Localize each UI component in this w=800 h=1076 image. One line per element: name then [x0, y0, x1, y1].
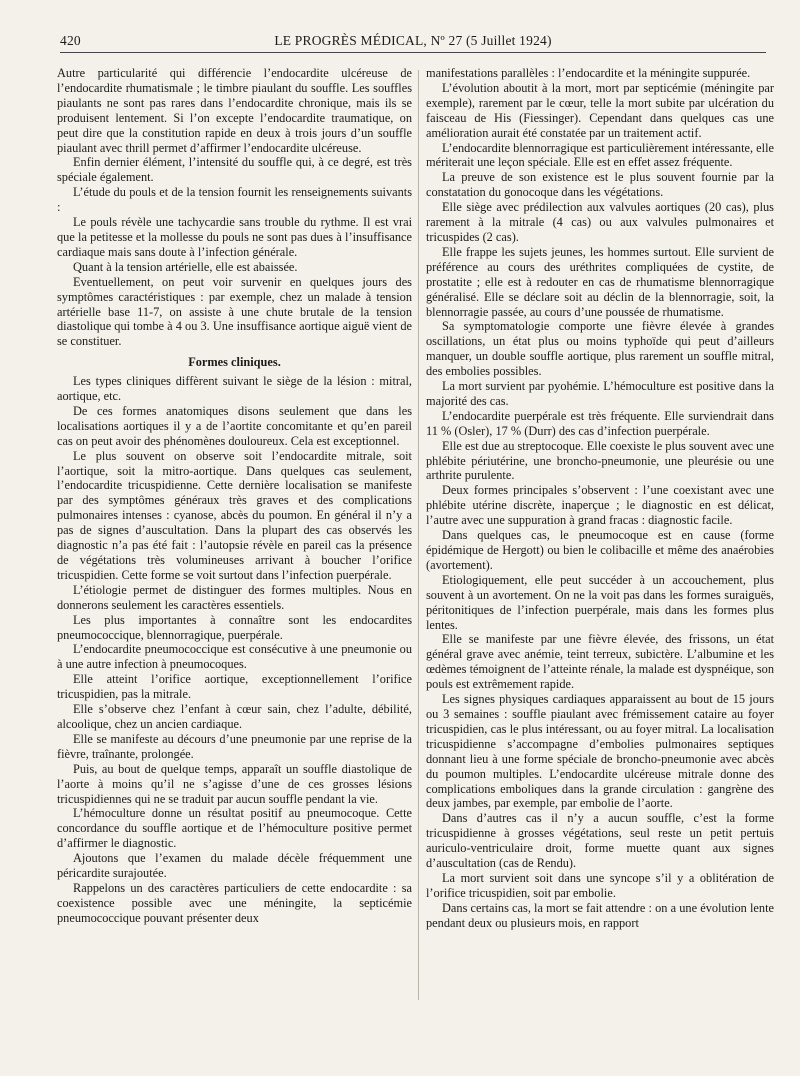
paragraph: L’étude du pouls et de la tension fournit les renseignements suivants :	[57, 185, 412, 215]
paragraph: Puis, au bout de quelque temps, apparaît un souffle diastolique de l’aorte à moins qu’il ne s’agisse d’une de ces grosses lésions tricuspidiennes qui ne se traduit par aucun souffle pendant la vie.	[57, 761, 412, 806]
paragraph: Ajoutons que l’examen du malade décèle fréquemment une péricardite surajoutée.	[57, 851, 412, 881]
paragraph: Le pouls révèle une tachycardie sans trouble du rythme. Il est vrai que la petitesse et la mollesse du pouls ne sont pas dues à l’insuffisance cardiaque mais sans doute à l’infection générale.	[57, 215, 412, 259]
paragraph: L’hémoculture donne un résultat positif au pneumocoque. Cette concordance du souffle aortique et de l’hémoculture positive permet d’affirmer le diagnostic.	[57, 806, 412, 851]
paragraph: Le plus souvent on observe soit l’endocardite mitrale, soit l’aortique, soit la mitro-aortique. Dans quelques cas seulement, l’endocardite tricuspidienne. Cette dernière localisation se manifeste par des symptômes généraux très graves et des complications pulmonaires intenses : cyanose, abcès du poumon. En général il n’y a pas de signes d’auscultation. Dans la plupart des cas observés les diagnostic n’a pas été fait : l’autopsie révèle en pareil cas la présence de végétations très volumineuses arrivant à boucher l’orifice tricuspidien. Cette forme se voit surtout dans l’infection puerpérale.	[57, 448, 412, 582]
paragraph: De ces formes anatomiques disons seulement que dans les localisations aortiques il y a de l’aortite concomitante et qu’en pareil cas on peut avoir des phénomènes douloureux. Cela est exceptionnel.	[57, 403, 412, 448]
paragraph: Eventuellement, on peut voir survenir en quelques jours des symptômes caractéristiques : par exemple, chez un malade à tension artérielle base 11-7, on assiste à une chute brutale de la tension diastolique qui tombe à 4 ou 3. Une insuffisance aortique aiguë vient de se constituer.	[57, 274, 412, 349]
paragraph: Autre particularité qui différencie l’endocardite ulcéreuse de l’endocardite rhumatismale ; le timbre piaulant du souffle. Les souffles piaulants ne sont pas rares dans l’endocardite chronique, mais ils se produisent lentement. Si l’on excepte l’endocardite traumatique, on peut dire que la constitution rapide en deux à trois jours d’un souffle piaulant avec thrill permet d’affirmer l’endocardite ulcéreuse.	[57, 66, 412, 155]
paragraph: La mort survient soit dans une syncope s’il y a oblitération de l’orifice tricuspidien, soit par embolie.	[426, 870, 774, 900]
paragraph: Dans certains cas, la mort se fait attendre : on a une évolution lente pendant deux ou plusieurs mois, en rapport	[426, 900, 774, 930]
paragraph: Deux formes principales s’observent : l’une coexistant avec une phlébite utérine discrète, inaperçue ; le diagnostic en est délicat, l’autre avec une suppuration à grand fracas : diagnostic facile.	[426, 483, 774, 528]
paragraph: manifestations parallèles : l’endocardite et la méningite suppurée.	[426, 66, 751, 80]
paragraph: Quant à la tension artérielle, elle est abaissée.	[73, 259, 298, 274]
paragraph: Elle atteint l’orifice aortique, exceptionnellement l’orifice tricuspidien, pas la mitrale.	[57, 672, 412, 702]
page-number: 420	[60, 33, 81, 48]
paragraph: Les types cliniques diffèrent suivant le siège de la lésion : mitral, aortique, etc.	[57, 374, 412, 404]
running-title: LE PROGRÈS MÉDICAL, Nº 27 (5 Juillet 1924)	[274, 33, 552, 48]
section-heading: Formes cliniques.	[188, 355, 281, 370]
paragraph: L’endocardite blennorragique est particulièrement intéressante, elle mériterait une leçon spéciale. Elle est en effet assez fréquente.	[426, 140, 774, 170]
paragraph: Sa symptomatologie comporte une fièvre élevée à grandes oscillations, un état plus ou moins typhoïde qui peut d’ailleurs manquer, un double souffle aortique, plus rarement un souffle mitral, des embolies possibles.	[426, 319, 774, 379]
paragraph: Elle se manifeste par une fièvre élevée, des frissons, un état général grave avec anémie, teint terreux, subictère. L’albumine et les œdèmes témoignent de l’atteinte rénale, la malade est dyspnéique, son pouls est extrêmement rapide.	[426, 632, 774, 692]
right-column	[426, 66, 774, 931]
paragraph: Les plus importantes à connaître sont les endocardites pneumococcique, blennorragique, puerpérale.	[57, 612, 412, 642]
paragraph: Elle se manifeste au décours d’une pneumonie par une reprise de la fièvre, traînante, prolongée.	[57, 731, 412, 761]
left-column	[57, 66, 412, 926]
page-header	[60, 33, 766, 53]
paragraph: Elle est due au streptocoque. Elle coexiste le plus souvent avec une phlébite périutérine, une broncho-pneumonie, une pleurésie ou une arthrite purulente.	[426, 438, 774, 483]
paragraph: Rappelons un des caractères particuliers de cette endocardite : sa coexistence possible avec une méningite, la septicémie pneumococcique pouvant présenter deux	[57, 880, 412, 925]
paragraph: L’étiologie permet de distinguer des formes multiples. Nous en donnerons seulement les caractères essentiels.	[57, 582, 412, 612]
header-rule	[60, 52, 766, 53]
paragraph: La mort survient par pyohémie. L’hémoculture est positive dans la majorité des cas.	[426, 379, 774, 408]
paragraph: Dans d’autres cas il n’y a aucun souffle, c’est la forme tricuspidienne à grosses végétations, seul reste un petit pertuis auriculo-ventriculaire droit, forme muette quant aux signes d’auscultation (cas de Rendu).	[426, 811, 774, 871]
paragraph: Les signes physiques cardiaques apparaissent au bout de 15 jours ou 3 semaines : souffle piaulant avec frémissement cataire au foyer tricuspidien, cas le plus intéressant, ou au foyer mitral. La localisation tricuspidienne s’accompagne d’embolies pulmonaires septiques donnant lieu à une forme spéciale de broncho-pneumonie avec abcès du poumon multiples. L’endocardite ulcéreuse mitrale donne des complications emboliques dans la grande circulation : gangrène des deux jambes, par exemple, par embolie de l’aorte.	[426, 692, 774, 811]
paragraph: L’endocardite puerpérale est très fréquente. Elle surviendrait dans 11 % (Osler), 17 % (Durr) des cas d’infection puerpérale.	[426, 408, 774, 438]
paragraph: Dans quelques cas, le pneumocoque est en cause (forme épidémique de Hergott) ou bien le colibacille et même des anaérobies (avortement).	[426, 528, 774, 572]
column-divider	[418, 70, 419, 1000]
paragraph: L’endocardite pneumococcique est consécutive à une pneumonie ou à une autre infection à pneumocoques.	[57, 642, 412, 672]
paragraph: Elle s’observe chez l’enfant à cœur sain, chez l’adulte, débilité, alcoolique, chez un ancien cardiaque.	[57, 702, 412, 731]
paragraph: Etiologiquement, elle peut succéder à un accouchement, plus souvent à un avortement. On ne la voit pas dans les formes suraiguës, péritonitiques de l’infection puerpérale, mais dans les formes plus lentes.	[426, 572, 774, 632]
paragraph: Enfin dernier élément, l’intensité du souffle qui, à ce degré, est très spéciale également.	[57, 155, 412, 185]
paragraph: Elle frappe les sujets jeunes, les hommes surtout. Elle survient de préférence au cours des uréthrites compliquées de cystite, de prostatite ; elle est à redouter en cas de rhumatisme blennorragique généralisé. Elle se déclare soit au déclin de la blennorragie, soit, la blennorragie passée, au cours d’une poussée de rhumatisme.	[426, 244, 774, 319]
paragraph: Elle siège avec prédilection aux valvules aortiques (20 cas), plus rarement à la mitrale (4 cas) ou aux valvules pulmonaires et tricuspides (2 cas).	[426, 200, 774, 244]
paragraph: La preuve de son existence est le plus souvent fournie par la constatation du gonocoque dans les végétations.	[426, 170, 774, 200]
paragraph: L’évolution aboutit à la mort, mort par septicémie (méningite par exemple), rarement par le cœur, telle la mort subite par ulcération du faisceau de His (Fiessinger). Cependant dans quelques cas une amélioration aurait été constatée par un traitement actif.	[426, 80, 774, 140]
